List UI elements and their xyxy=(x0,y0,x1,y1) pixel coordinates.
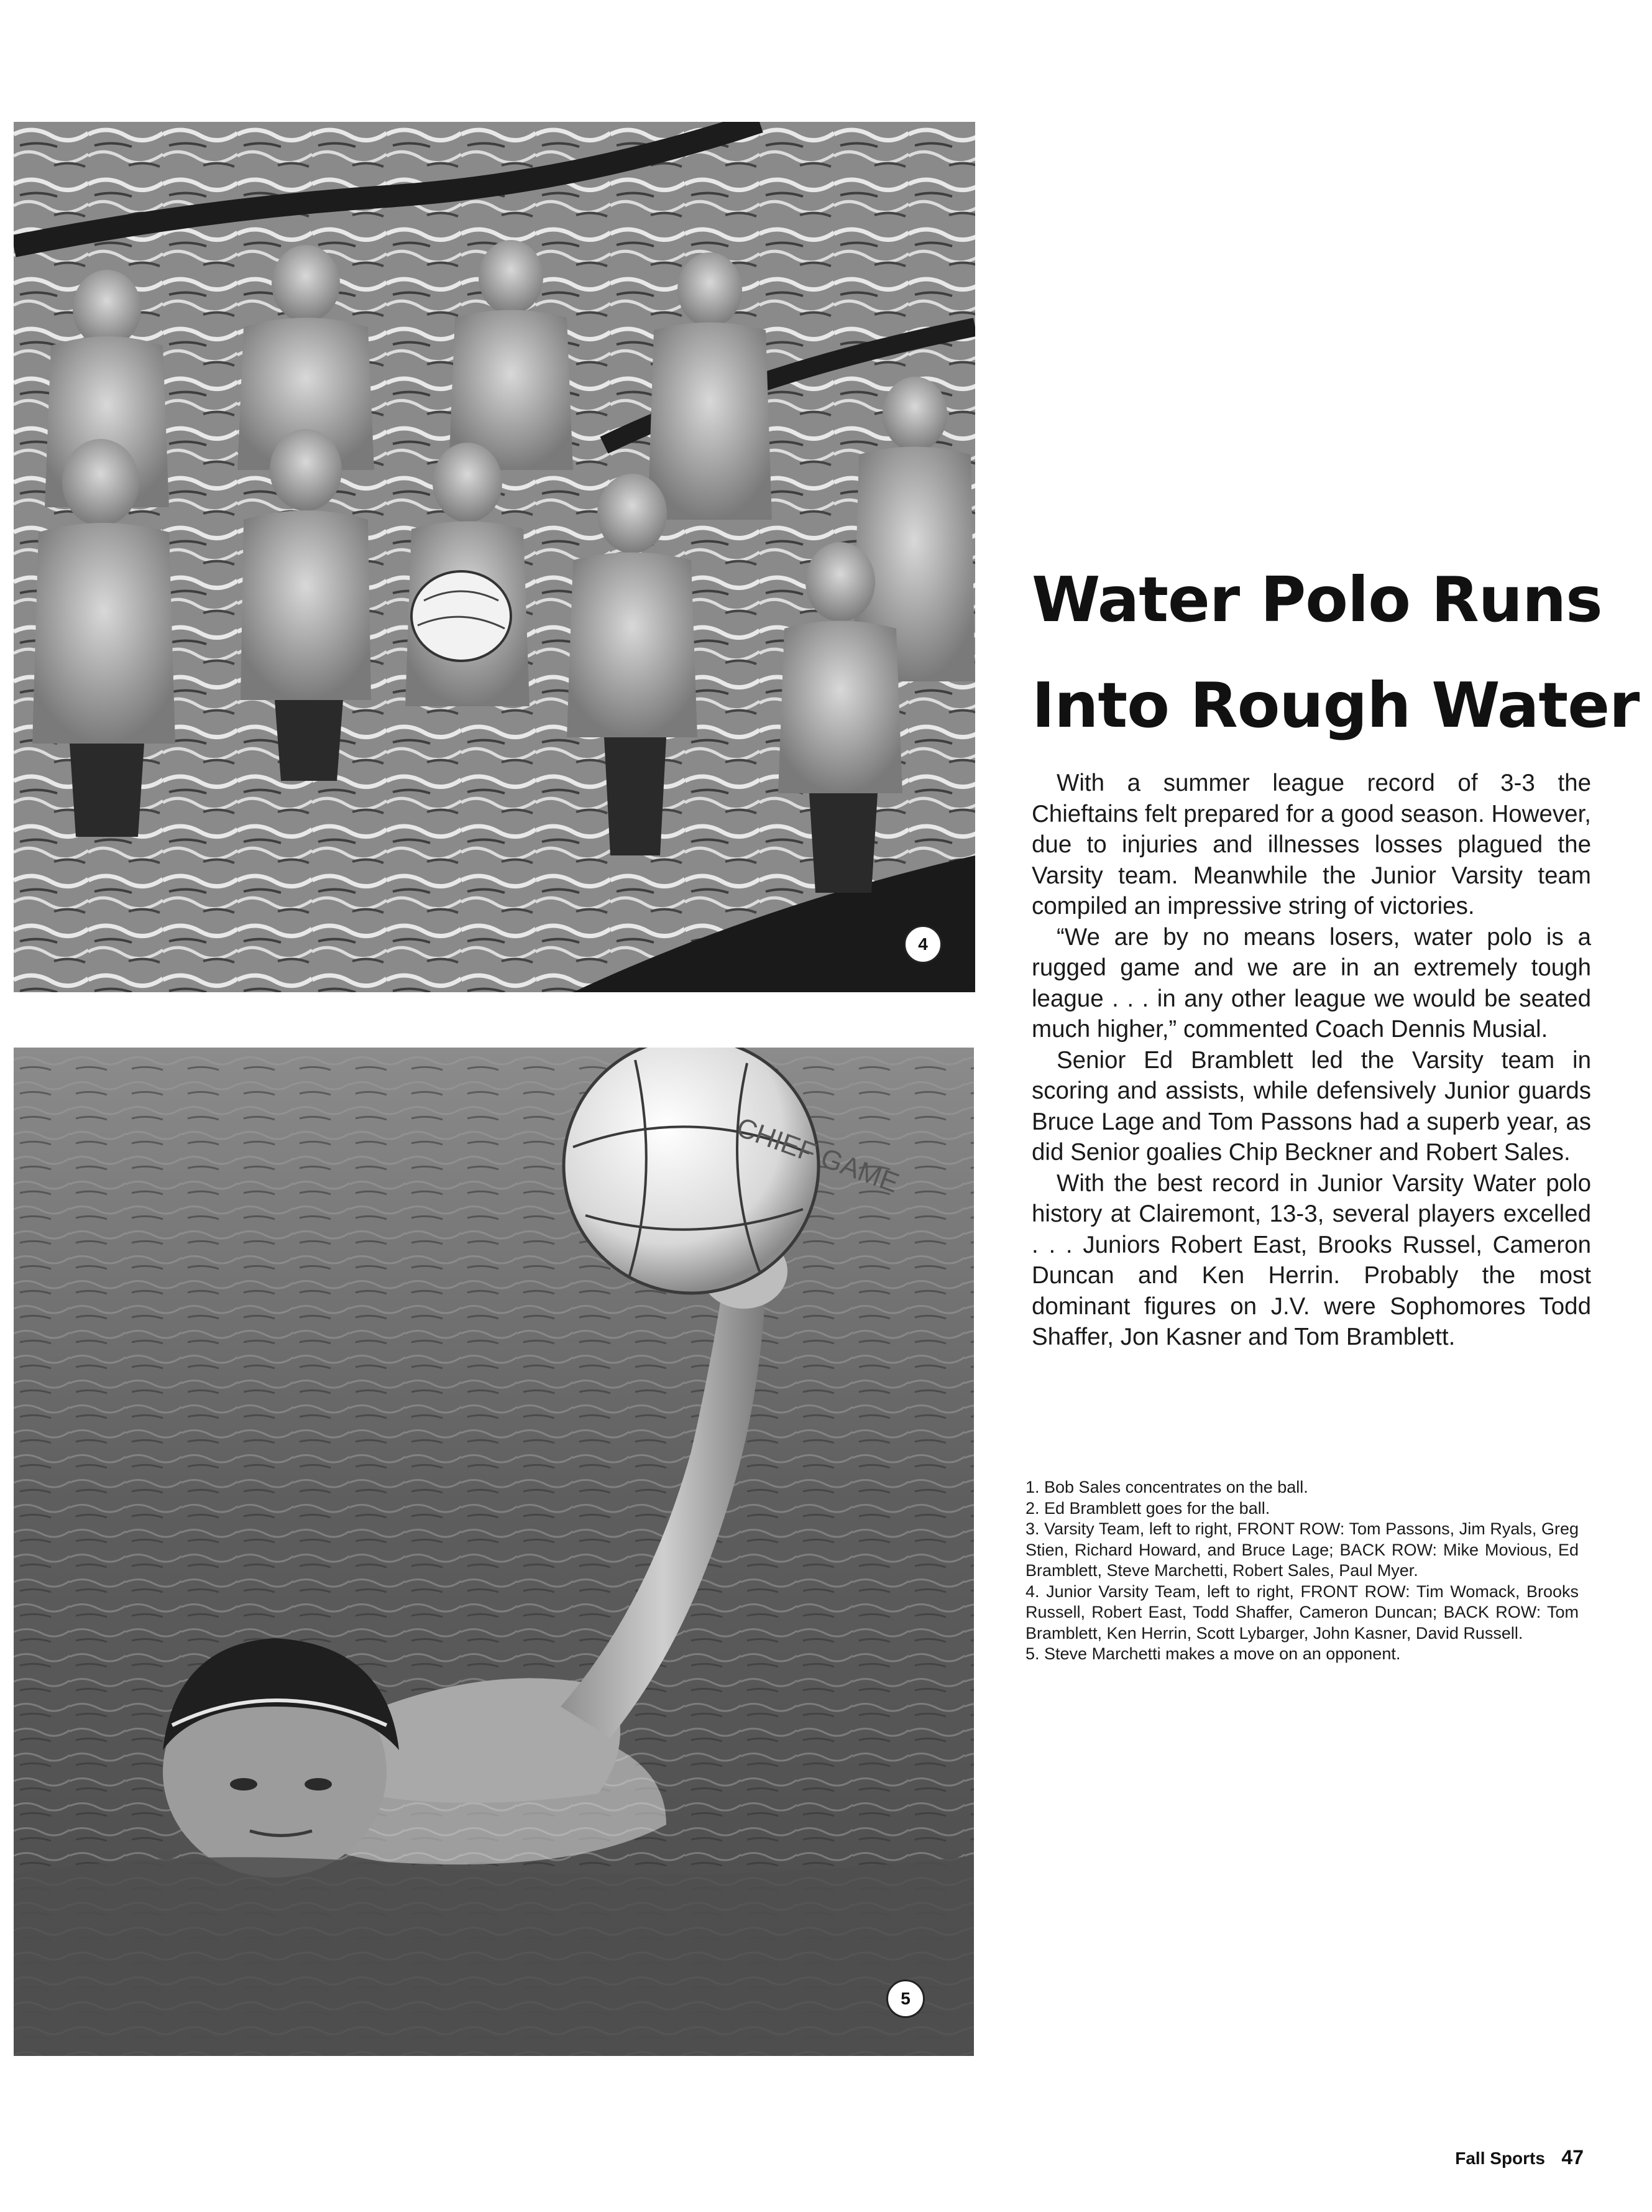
photo-number-badge: 4 xyxy=(904,925,942,964)
page-number: 47 xyxy=(1561,2146,1584,2168)
headline-line-1: Water Polo Runs xyxy=(1032,563,1602,636)
caption-item: 1. Bob Sales concentrates on the ball. xyxy=(1026,1478,1308,1496)
article-body xyxy=(1032,768,1591,1353)
swimmer-photo-image xyxy=(14,1048,974,2056)
caption-item: 5. Steve Marchetti makes a move on an opponent. xyxy=(1026,1644,1401,1663)
caption-item: 3. Varsity Team, left to right, FRONT ROW: Tom Passons, Jim Ryals, Greg Stien, Richard Howard, and Bruce Lage; BACK ROW: Mike Movious, Ed Bramblett, Steve Marchetti, Robert Sales, Paul Myer. xyxy=(1026,1519,1579,1580)
caption-item: 2. Ed Bramblett goes for the ball. xyxy=(1026,1498,1270,1518)
body-paragraph: Senior Ed Bramblett led the Varsity team in scoring and assists, while defensively Junior guards Bruce Lage and Tom Passons had a superb year, as did Senior goalies Chip Beckner and Robert Sales. xyxy=(1032,1046,1591,1166)
body-paragraph: With a summer league record of 3-3 the Chieftains felt prepared for a good season. However, due to injuries and illnesses losses plagued the Varsity team. Meanwhile the Junior Varsity team compiled an impressive string of victories. xyxy=(1032,770,1591,919)
team-photo-image xyxy=(14,122,975,992)
page-footer xyxy=(1455,2146,1584,2169)
article-headline xyxy=(1032,547,1640,758)
ball-lettering: CHIEF GAME xyxy=(732,1112,903,1199)
photo-number-badge: 5 xyxy=(886,1979,925,2018)
body-paragraph: With the best record in Junior Varsity Water polo history at Clairemont, 13-3, several players excelled . . . Juniors Robert East, Brooks Russel, Cameron Duncan and Ken Herrin. Probably the most dominant figures on J.V. were Sophomores Todd Shaffer, Jon Kasner and Tom Bramblett. xyxy=(1032,1169,1591,1350)
team-photo xyxy=(14,122,975,992)
photo-captions xyxy=(1026,1477,1579,1665)
headline-line-2: Into Rough Water xyxy=(1032,669,1640,742)
section-name: Fall Sports xyxy=(1455,2149,1545,2168)
caption-item: 4. Junior Varsity Team, left to right, FRONT ROW: Tim Womack, Brooks Russell, Robert East, Todd Shaffer, Cameron Duncan; BACK ROW: Tom Bramblett, Ken Herrin, Scott Lybarger, John Kasner, David Russell. xyxy=(1026,1582,1579,1643)
swimmer-photo xyxy=(14,1048,974,2056)
body-paragraph: “We are by no means losers, water polo is a rugged game and we are in an extremely tough league . . . in any other league we would be seated much higher,” commented Coach Dennis Musial. xyxy=(1032,923,1591,1043)
